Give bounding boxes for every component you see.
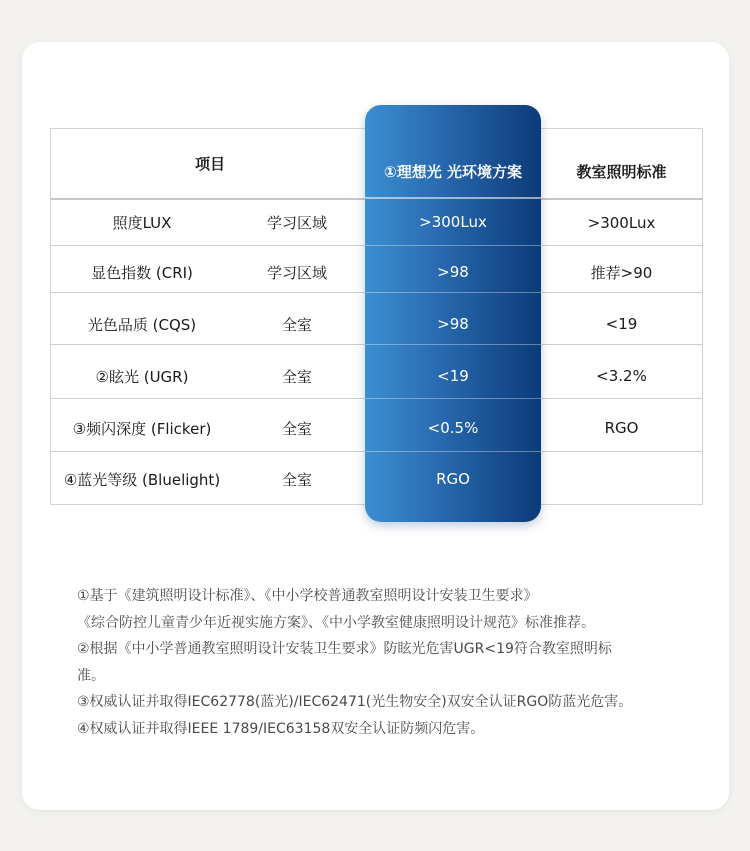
row-standard: RGO bbox=[604, 419, 639, 437]
footnote-line: 准。 bbox=[77, 667, 105, 684]
row-standard bbox=[541, 454, 702, 504]
row-standard: >300Lux bbox=[587, 213, 656, 232]
header-item: 项目 bbox=[194, 155, 225, 173]
row-standard: <3.2% bbox=[596, 367, 647, 385]
row-name: ④蓝光等级 (Bluelight) bbox=[63, 470, 221, 489]
row-area: 全室 bbox=[281, 367, 312, 386]
header-standard: 教室照明标准 bbox=[576, 163, 667, 181]
row-name: 照度LUX bbox=[112, 214, 172, 232]
row-area: 学习区域 bbox=[266, 214, 327, 232]
row-name: 显色指数 (CRI) bbox=[91, 263, 193, 282]
row-area: 全室 bbox=[281, 470, 312, 489]
row-name: ②眩光 (UGR) bbox=[95, 367, 189, 386]
row-area: 学习区域 bbox=[266, 263, 327, 282]
row-standard: 推荐>90 bbox=[590, 263, 653, 282]
footnote-line: ①基于《建筑照明设计标准》、《中小学校普通教室照明设计安装卫生要求》 bbox=[77, 588, 538, 604]
row-ideal: >98 bbox=[437, 315, 469, 333]
row-ideal: <19 bbox=[437, 367, 469, 385]
row-ideal: RGO bbox=[436, 470, 470, 488]
row-ideal: >300Lux bbox=[419, 213, 487, 231]
row-ideal: <0.5% bbox=[427, 419, 479, 437]
footnote-line: ④权威认证并取得IEEE 1789/IEC63158双安全认证防频闪危害。 bbox=[77, 720, 485, 737]
header-highlight: ①理想光 光环境方案 bbox=[384, 162, 522, 181]
row-area: 全室 bbox=[281, 419, 312, 438]
footnotes bbox=[77, 583, 697, 742]
row-standard: <19 bbox=[605, 315, 638, 333]
footnote-line: ②根据《中小学普通教室照明设计安装卫生要求》防眩光危害UGR<19符合教室照明标 bbox=[77, 641, 612, 657]
row-name: 光色品质 (CQS) bbox=[87, 315, 197, 334]
row-name: ③频闪深度 (Flicker) bbox=[72, 419, 212, 438]
footnote-line: 《综合防控儿童青少年近视实施方案》、《中小学教室健康照明设计规范》标准推荐。 bbox=[77, 614, 595, 631]
row-ideal: >98 bbox=[437, 263, 469, 281]
footnote-line: ③权威认证并取得IEC62778(蓝光)/IEC62471(光生物安全)双安全认证RGO防蓝光危害。 bbox=[77, 694, 633, 710]
row-area: 全室 bbox=[281, 315, 312, 334]
